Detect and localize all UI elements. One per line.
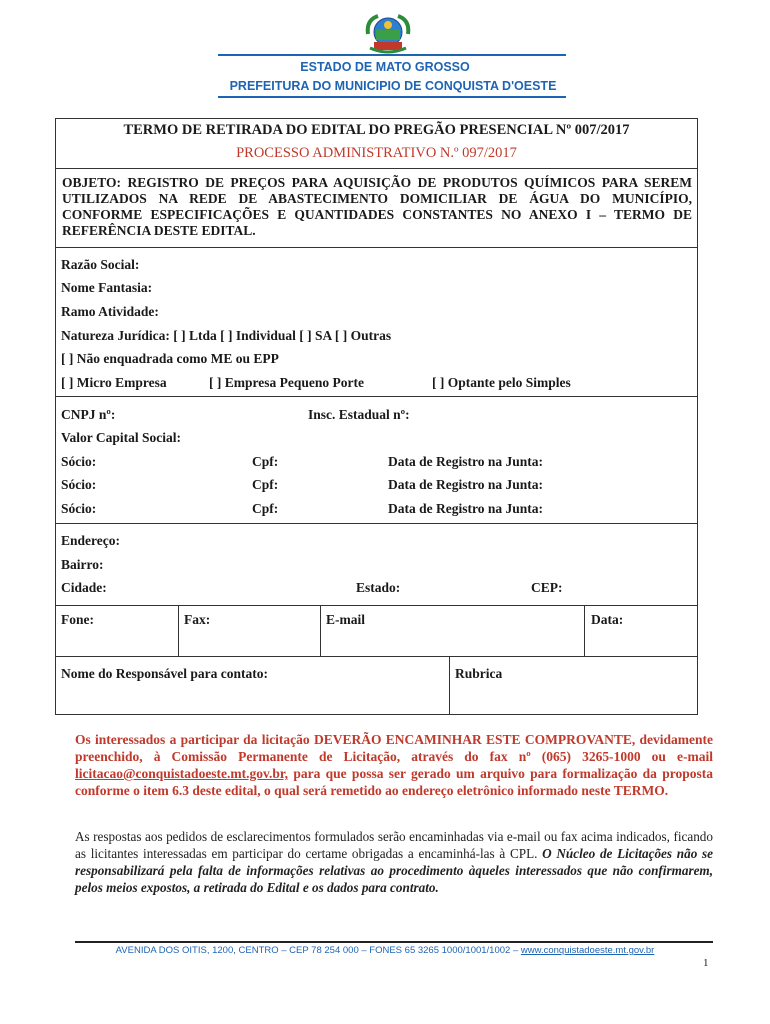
website-link[interactable]: www.conquistadoeste.mt.gov.br — [520, 945, 655, 956]
cpf-2-field[interactable]: Cpf: — [252, 477, 279, 492]
contact-divider — [584, 606, 585, 656]
razao-social-field[interactable]: Razão Social: — [61, 257, 140, 272]
optante-simples-checkbox[interactable]: [ ] Optante pelo Simples — [432, 375, 571, 390]
responsible-section — [56, 657, 697, 714]
state-name: ESTADO DE MATO GROSSO — [300, 60, 470, 74]
objeto-section — [56, 169, 697, 248]
email-field[interactable]: E-mail — [326, 612, 365, 627]
ramo-atividade-field[interactable]: Ramo Atividade: — [61, 304, 159, 319]
bairro-field[interactable]: Bairro: — [61, 557, 104, 572]
responses-disclaimer: O Núcleo de Licitações não se responsabilizará pela falta de informações relativas ao procedimento àqueles interessados que não confirmarem, pelos meios expostos, a retirada do Edital e os dados para contrato. — [75, 846, 713, 895]
contact-divider — [178, 606, 179, 656]
coat-of-arms-icon — [362, 12, 414, 56]
notice-text-2: para que possa ser gerado um arquivo para formalização da proposta conforme o item 6.3 deste edital, o qual será remetido ao endereço eletrônico informado neste TERMO. — [75, 766, 713, 798]
data-field[interactable]: Data: — [591, 612, 624, 627]
valor-capital-field[interactable]: Valor Capital Social: — [61, 430, 182, 445]
insc-estadual-field[interactable]: Insc. Estadual nº: — [308, 407, 410, 422]
socio-3-field[interactable]: Sócio: — [61, 501, 97, 516]
contact-section — [56, 606, 697, 657]
withdrawal-form — [55, 118, 698, 715]
responsavel-field[interactable]: Nome do Responsável para contato: — [61, 666, 268, 681]
data-registro-1-field[interactable]: Data de Registro na Junta: — [388, 454, 543, 469]
header-rule-top — [218, 54, 566, 56]
cpf-3-field[interactable]: Cpf: — [252, 501, 279, 516]
form-title-section — [56, 119, 697, 169]
natureza-juridica-options[interactable]: Natureza Jurídica: [ ] Ltda [ ] Individual [ ] SA [ ] Outras — [61, 328, 392, 343]
micro-empresa-checkbox[interactable]: [ ] Micro Empresa — [61, 375, 167, 390]
nome-fantasia-field[interactable]: Nome Fantasia: — [61, 280, 153, 295]
prefecture-name: PREFEITURA DO MUNICIPIO DE CONQUISTA D'OESTE — [229, 79, 557, 93]
process-number: PROCESSO ADMINISTRATIVO N.º 097/2017 — [236, 145, 517, 161]
footer-address-text: AVENIDA DOS OITIS, 1200, CENTRO – CEP 78 254 000 – FONES 65 3265 1000/1001/1002 – — [115, 945, 521, 956]
data-registro-2-field[interactable]: Data de Registro na Junta: — [388, 477, 543, 492]
nao-enquadrada-checkbox[interactable]: [ ] Não enquadrada como ME ou EPP — [61, 351, 279, 366]
pequeno-porte-checkbox[interactable]: [ ] Empresa Pequeno Porte — [209, 375, 364, 390]
socio-1-field[interactable]: Sócio: — [61, 454, 97, 469]
estado-field[interactable]: Estado: — [356, 580, 401, 595]
objeto-text: OBJETO: REGISTRO DE PREÇOS PARA AQUISIÇÃO DE PRODUTOS QUÍMICOS PARA SEREM UTILIZADOS NA REDE DE ABASTECIMENTO DOMICILIAR DE ÁGUA DO MUNICÍPIO, CONFORME ESPECIFICAÇÕES E QUANTIDADES CONSTANTES NO ANEXO I – TERMO DE REFERÊNCIA DESTE EDITAL. — [62, 175, 692, 238]
cnpj-field[interactable]: CNPJ nº: — [61, 407, 116, 422]
endereco-field[interactable]: Endereço: — [61, 533, 120, 548]
responsible-divider — [449, 657, 450, 714]
rubrica-field[interactable]: Rubrica — [455, 666, 503, 681]
fone-field[interactable]: Fone: — [61, 612, 94, 627]
footer-address — [0, 945, 770, 956]
header-rule-bottom — [218, 96, 566, 98]
responses-text: As respostas aos pedidos de esclarecimentos formulados serão encaminhadas via e-mail ou fax acima indicados, ficando as licitantes interessadas em participar do certame obrigadas a encaminhá-las à CPL. — [75, 829, 713, 861]
data-registro-3-field[interactable]: Data de Registro na Junta: — [388, 501, 543, 516]
notice-text-1: Os interessados a participar da licitação DEVERÃO ENCAMINHAR ESTE COMPROVANTE, devidamente preenchido, à Comissão Permanente de Licitação, através do fax nº (065) 3265-1000 ou e-mail — [75, 732, 713, 764]
contact-divider — [320, 606, 321, 656]
form-title: TERMO DE RETIRADA DO EDITAL DO PREGÃO PRESENCIAL Nº 007/2017 — [123, 122, 630, 138]
cep-field[interactable]: CEP: — [531, 580, 563, 595]
fax-field[interactable]: Fax: — [184, 612, 211, 627]
licitacao-email-link[interactable]: licitacao@conquistadoeste.mt.gov.br, — [75, 766, 289, 781]
cidade-field[interactable]: Cidade: — [61, 580, 107, 595]
socio-2-field[interactable]: Sócio: — [61, 477, 97, 492]
cpf-1-field[interactable]: Cpf: — [252, 454, 279, 469]
responses-paragraph — [75, 828, 713, 896]
footer-rule — [75, 941, 713, 943]
registration-section — [56, 397, 697, 524]
page-number: 1 — [703, 957, 709, 969]
submission-notice — [75, 731, 713, 799]
address-section — [56, 524, 697, 606]
company-section — [56, 248, 697, 397]
